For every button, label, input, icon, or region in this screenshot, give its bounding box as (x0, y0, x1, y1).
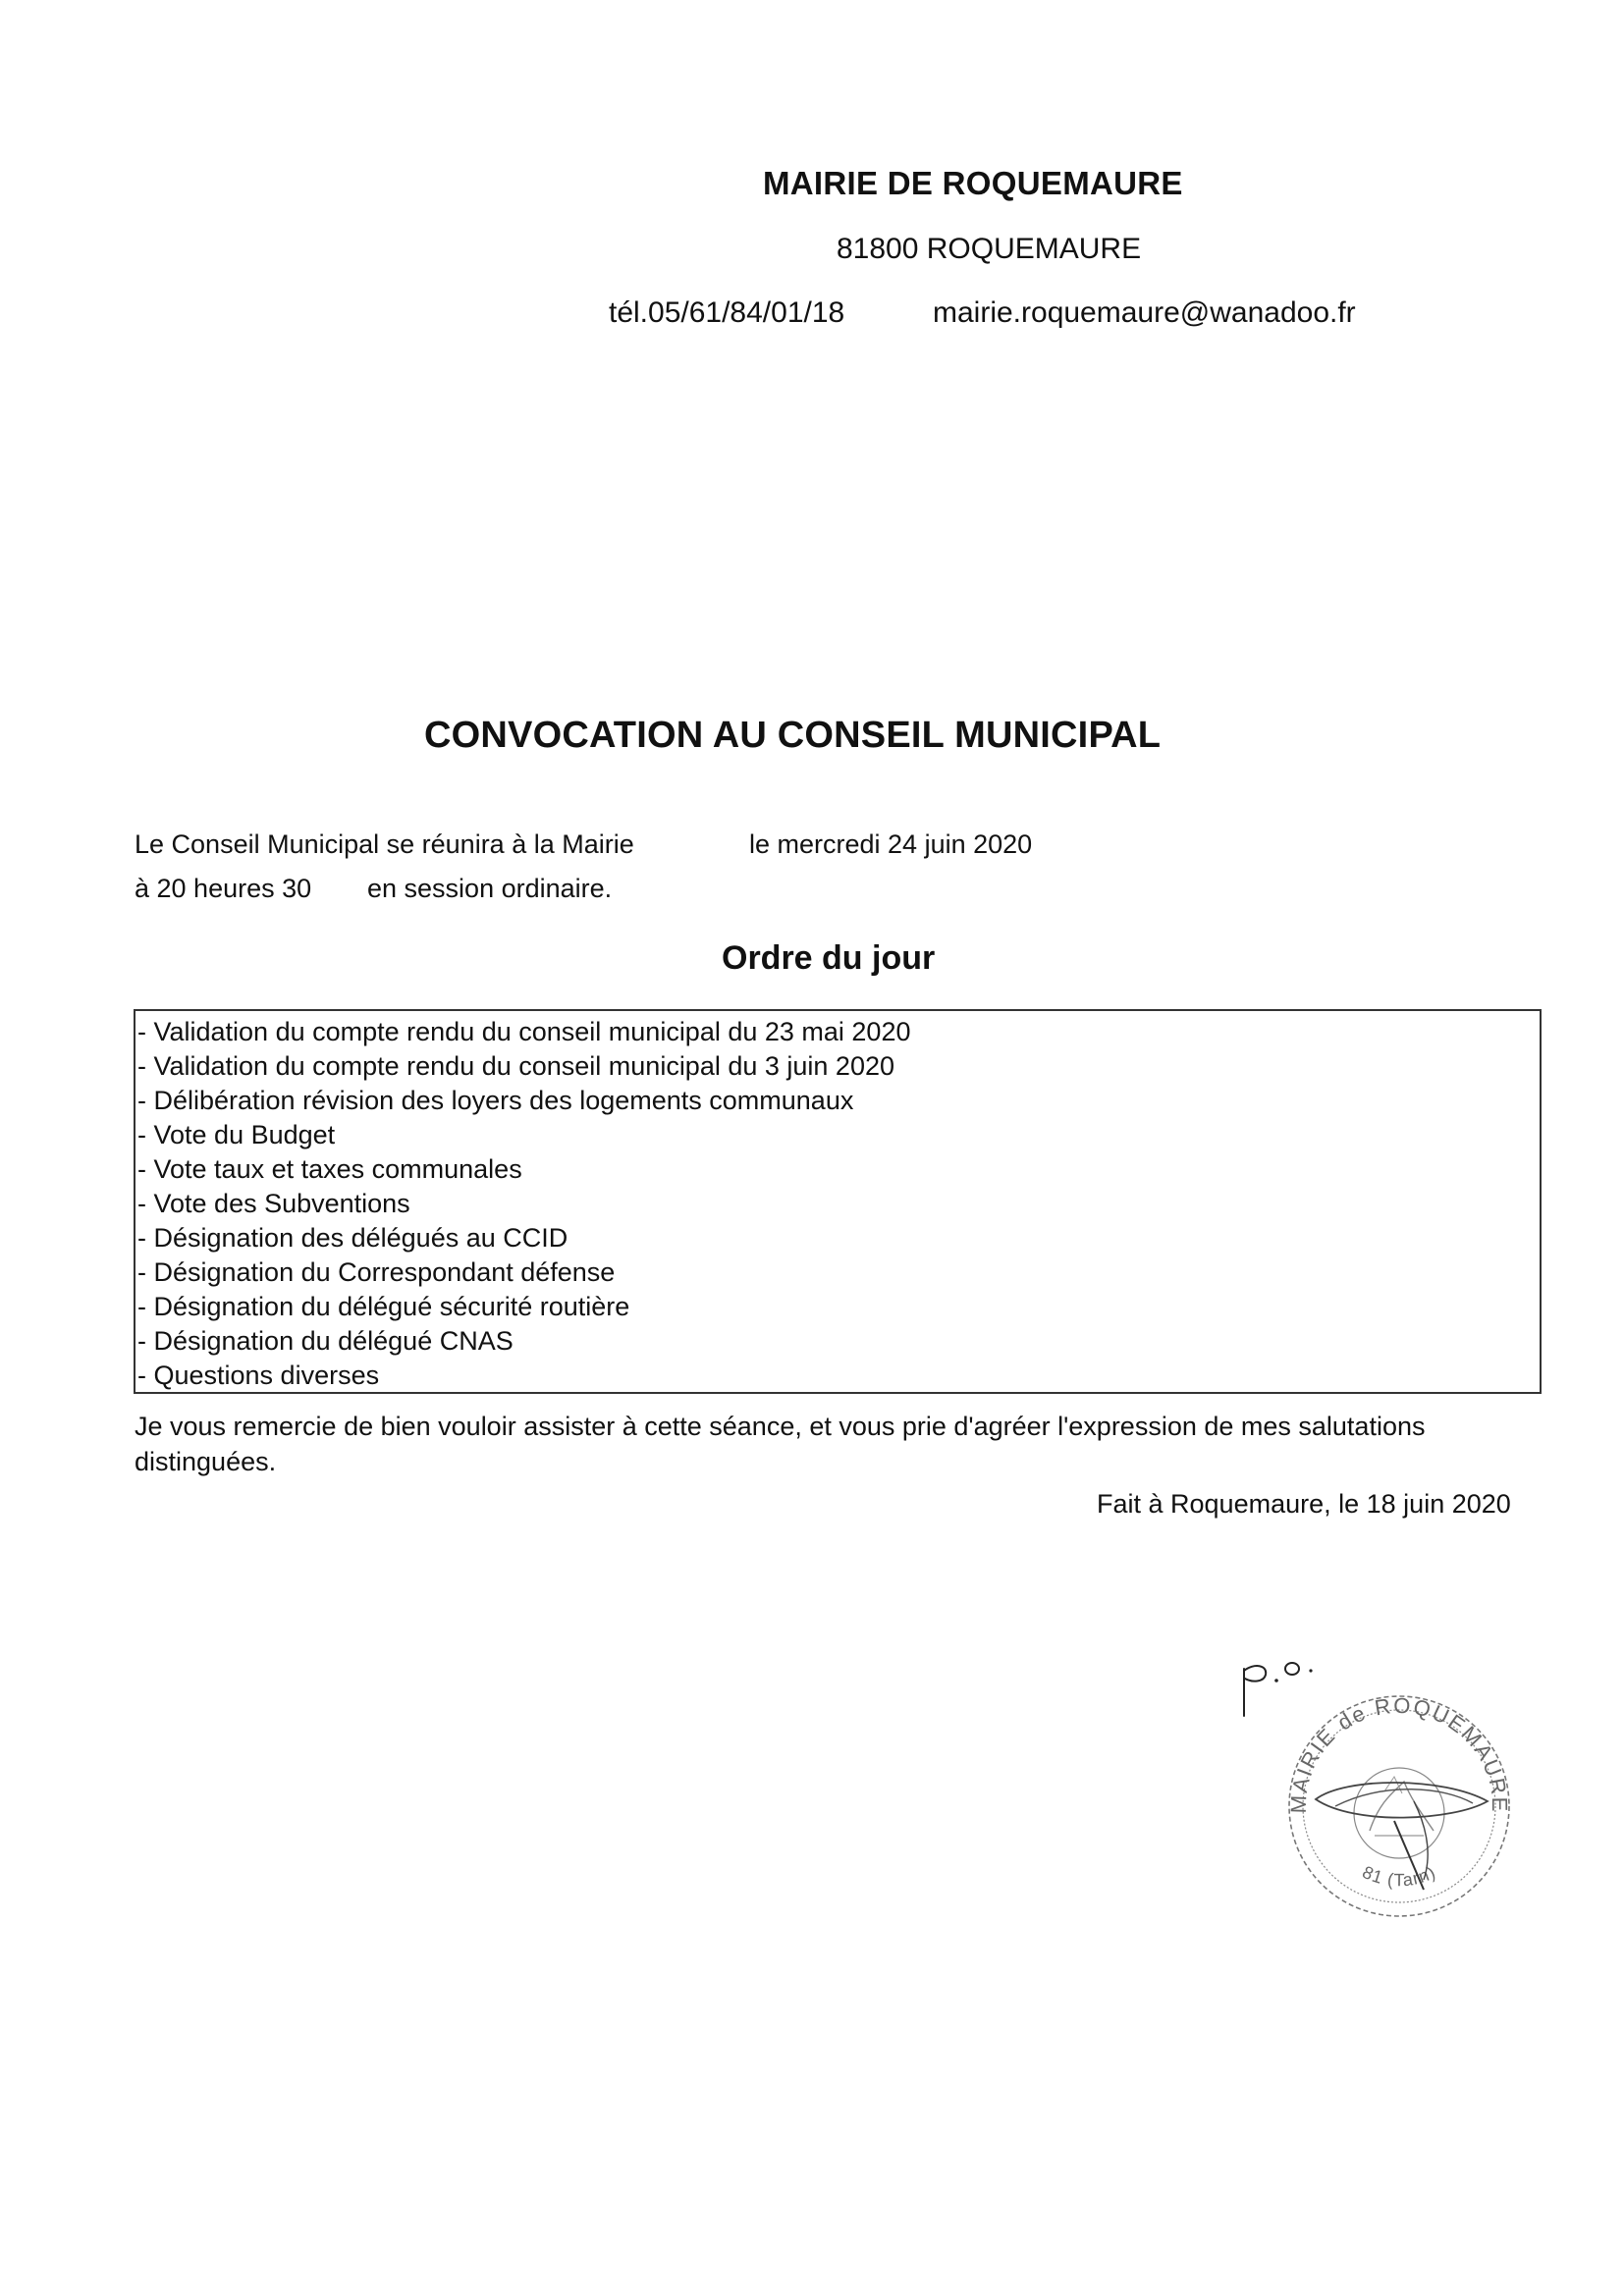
agenda-item: - Validation du compte rendu du conseil municipal du 23 mai 2020 (137, 1017, 911, 1046)
agenda-box (134, 1009, 1542, 1394)
official-stamp (1276, 1683, 1522, 1929)
agenda-item: - Vote des Subventions (137, 1189, 410, 1218)
svg-text:81 (Tarn): 81 (Tarn) (1359, 1861, 1439, 1891)
svg-text:MAIRIE de ROQUEMAURE: MAIRIE de ROQUEMAURE (1285, 1692, 1513, 1814)
agenda-item: - Vote du Budget (137, 1120, 336, 1149)
agenda-list (137, 1015, 1540, 1393)
intro-session-type: en session ordinaire. (367, 874, 613, 903)
document-title: CONVOCATION AU CONSEIL MUNICIPAL (424, 715, 1162, 756)
agenda-item: - Désignation du Correspondant défense (137, 1257, 616, 1287)
agenda-heading: Ordre du jour (722, 939, 936, 977)
agenda-item: - Questions diverses (137, 1361, 380, 1390)
mairie-address: 81800 ROQUEMAURE (837, 233, 1142, 265)
agenda-item: - Validation du compte rendu du conseil municipal du 3 juin 2020 (137, 1051, 894, 1081)
intro-meeting-date: le mercredi 24 juin 2020 (749, 829, 1033, 859)
mairie-email: mairie.roquemaure@wanadoo.fr (933, 296, 1356, 329)
agenda-item: - Vote taux et taxes communales (137, 1154, 522, 1184)
agenda-item: - Désignation du délégué CNAS (137, 1326, 514, 1356)
agenda-item: - Désignation du délégué sécurité routière (137, 1292, 630, 1321)
mairie-phone: tél.05/61/84/01/18 (609, 296, 845, 329)
mairie-title: MAIRIE DE ROQUEMAURE (763, 165, 1183, 201)
closing-paragraph: Je vous remercie de bien vouloir assister à cette séance, et vous prie d'agréer l'expression de mes salutations distinguées. (135, 1412, 1426, 1476)
intro-meeting-place: Le Conseil Municipal se réunira à la Mairie (135, 829, 634, 859)
agenda-item: - Délibération révision des loyers des logements communaux (137, 1086, 854, 1115)
place-and-date: Fait à Roquemaure, le 18 juin 2020 (1097, 1489, 1511, 1519)
agenda-item: - Désignation des délégués au CCID (137, 1223, 568, 1253)
intro-meeting-time: à 20 heures 30 (135, 874, 312, 903)
